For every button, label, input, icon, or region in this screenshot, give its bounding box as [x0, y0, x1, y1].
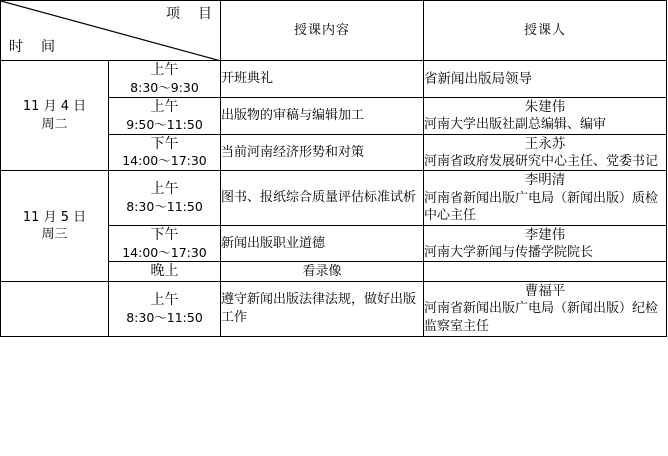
teacher-cell — [424, 97, 667, 134]
teacher-name: 李明清 — [524, 172, 566, 189]
date-line-2: 周三 — [41, 227, 68, 243]
topic-cell: 当前河南经济形势和对策 — [221, 134, 424, 171]
teacher-cell — [424, 225, 667, 262]
table-row — [1, 171, 667, 225]
date-cell — [1, 61, 109, 171]
teacher-name: 王永苏 — [524, 135, 566, 152]
topic-cell: 开班典礼 — [221, 61, 424, 98]
time-cell — [109, 97, 221, 134]
time-range: 8:30～11:50 — [126, 309, 203, 325]
time-range: 8:30～9:30 — [130, 79, 199, 95]
table-row — [1, 61, 667, 98]
period-label: 上午 — [150, 292, 179, 309]
teacher-cell — [424, 262, 667, 282]
topic-cell: 新闻出版职业道德 — [221, 225, 424, 262]
time-cell — [109, 225, 221, 262]
time-range: 14:00～17:30 — [122, 153, 207, 169]
header-teacher-label: 授课人 — [424, 1, 667, 61]
period-label: 下午 — [150, 135, 179, 152]
date-line-1: 11 月 5 日 — [22, 209, 87, 225]
period-label: 上午 — [150, 181, 179, 198]
teacher-name: 朱建伟 — [524, 98, 566, 115]
period-label: 晚上 — [150, 263, 179, 280]
period-label: 上午 — [150, 62, 179, 78]
header-time-label: 时 间 — [9, 39, 57, 56]
time-cell — [109, 171, 221, 225]
table-header-row — [1, 1, 667, 61]
teacher-cell — [424, 134, 667, 171]
time-range: 8:30～11:50 — [126, 198, 203, 214]
teacher-org: 河南大学出版社副总编辑、编审 — [424, 116, 607, 132]
header-item-label: 项 目 — [166, 6, 214, 22]
date-line-1: 11 月 4 日 — [22, 99, 87, 115]
date-cell — [1, 171, 109, 282]
date-cell — [1, 282, 109, 336]
teacher-org: 河南省新闻出版广电局（新闻出版）质检中心主任 — [424, 190, 659, 224]
time-cell — [109, 262, 221, 282]
teacher-name: 省新闻出版局领导 — [424, 70, 532, 87]
header-corner-cell — [1, 1, 221, 61]
teacher-org: 河南大学新闻与传播学院院长 — [424, 244, 594, 260]
teacher-cell — [424, 61, 667, 98]
table-row — [1, 282, 667, 336]
topic-cell: 看录像 — [221, 262, 424, 282]
teacher-org: 河南省政府发展研究中心主任、党委书记 — [424, 153, 659, 169]
time-range: 14:00～17:30 — [122, 244, 207, 260]
period-label: 下午 — [150, 226, 179, 243]
time-cell — [109, 61, 221, 98]
time-range: 9:50～11:50 — [126, 116, 203, 132]
topic-cell: 遵守新闻出版法律法规，做好出版工作 — [221, 282, 424, 336]
teacher-org: 河南省新闻出版广电局（新闻出版）纪检监察室主任 — [424, 301, 659, 335]
header-topic-label: 授课内容 — [221, 1, 424, 61]
teacher-cell — [424, 282, 667, 336]
date-line-2: 周二 — [41, 116, 68, 132]
teacher-name: 李建伟 — [524, 226, 566, 243]
period-label: 上午 — [150, 98, 179, 115]
time-cell — [109, 282, 221, 336]
teacher-name: 曹福平 — [524, 283, 566, 300]
topic-cell: 图书、报纸综合质量评估标准试析 — [221, 171, 424, 225]
time-cell — [109, 134, 221, 171]
topic-cell: 出版物的审稿与编辑加工 — [221, 97, 424, 134]
teacher-cell — [424, 171, 667, 225]
